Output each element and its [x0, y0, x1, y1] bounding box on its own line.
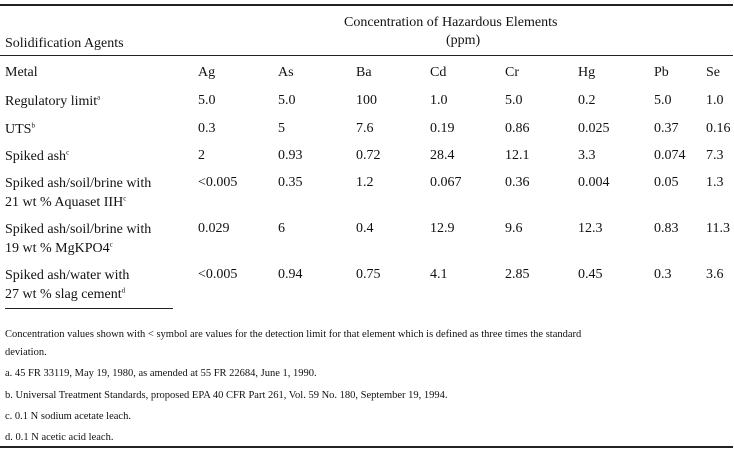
table-cell-as: 5 [278, 121, 285, 136]
table-cell-hg: 0.2 [578, 93, 596, 108]
row-label [5, 120, 35, 139]
table-end-rule [5, 308, 173, 309]
table-cell-se: 1.0 [706, 93, 724, 108]
column-header-pb: Pb [654, 65, 669, 80]
table-cell-hg: 0.45 [578, 267, 603, 282]
table-cell-pb: 0.37 [654, 121, 679, 136]
table-cell-ag: 5.0 [198, 93, 216, 108]
column-header-ba: Ba [356, 65, 372, 80]
footnote-d: d. 0.1 N acetic acid leach. [5, 432, 114, 443]
footnote-marker: c [109, 240, 113, 249]
row-label-line: 19 wt % MgKPO4 [5, 241, 110, 256]
row-label-line: Spiked ash/soil/brine with [5, 222, 152, 237]
table-cell-pb: 0.074 [654, 148, 686, 163]
solidification-agents-heading: Solidification Agents [5, 36, 124, 51]
column-header-hg: Hg [578, 65, 596, 80]
row-label-line: 21 wt % Aquaset IIH [5, 195, 124, 210]
footnote-marker: c [123, 194, 127, 203]
bottom-rule [0, 446, 733, 448]
row-label-line: UTS [5, 122, 32, 137]
row-label-line: Spiked ash [5, 149, 67, 164]
table-cell-ba: 0.4 [356, 221, 374, 236]
footnote-marker: b [31, 121, 35, 130]
table-cell-hg: 0.004 [578, 175, 610, 190]
detection-limit-note: Concentration values shown with < symbol are values for the detection limit for that element which is defined as three times the standard [5, 329, 582, 340]
table-cell-ba: 0.75 [356, 267, 381, 282]
row-label [5, 147, 69, 166]
table-cell-se: 7.3 [706, 148, 724, 163]
row-label [5, 220, 151, 258]
table-cell-se: 3.6 [706, 267, 724, 282]
table-cell-pb: 0.3 [654, 267, 672, 282]
table-cell-ag: 2 [198, 148, 205, 163]
footnote-marker: c [66, 148, 70, 157]
table-cell-cr: 9.6 [505, 221, 523, 236]
table-cell-cr: 0.36 [505, 175, 530, 190]
table-cell-ba: 100 [356, 93, 377, 108]
table-cell-se: 0.16 [706, 121, 731, 136]
table-cell-cd: 12.9 [430, 221, 455, 236]
table-cell-as: 0.93 [278, 148, 303, 163]
table-cell-ba: 7.6 [356, 121, 374, 136]
footnote-marker: a [97, 93, 101, 102]
table-cell-pb: 0.83 [654, 221, 679, 236]
row-label-line: Spiked ash/soil/brine with [5, 176, 152, 191]
table-cell-as: 5.0 [278, 93, 296, 108]
footnote-marker: d [121, 286, 126, 295]
column-header-as: As [278, 65, 294, 80]
table-cell-hg: 0.025 [578, 121, 610, 136]
column-header-se: Se [706, 65, 720, 80]
row-label [5, 174, 151, 212]
row-label-line: Spiked ash/water with [5, 268, 130, 283]
table-cell-cr: 5.0 [505, 93, 523, 108]
table-cell-as: 6 [278, 221, 285, 236]
column-header-cd: Cd [430, 65, 447, 80]
table-cell-as: 0.35 [278, 175, 303, 190]
table-cell-ag: <0.005 [198, 267, 238, 282]
row-label-line: Regulatory limit [5, 94, 98, 109]
table-cell-pb: 0.05 [654, 175, 679, 190]
footnote-a: a. 45 FR 33119, May 19, 1980, as amended at 55 FR 22684, June 1, 1990. [5, 368, 317, 379]
table-cell-ag: 0.3 [198, 121, 216, 136]
table-cell-pb: 5.0 [654, 93, 672, 108]
table-cell-ag: <0.005 [198, 175, 238, 190]
top-rule [0, 4, 733, 6]
concentration-heading: Concentration of Hazardous Elements [344, 15, 558, 30]
table-cell-cr: 2.85 [505, 267, 530, 282]
column-header-cr: Cr [505, 65, 519, 80]
table-cell-cd: 1.0 [430, 93, 448, 108]
table-cell-hg: 12.3 [578, 221, 603, 236]
table-cell-cd: 0.067 [430, 175, 462, 190]
table-cell-hg: 3.3 [578, 148, 596, 163]
footnote-b: b. Universal Treatment Standards, proposed EPA 40 CFR Part 261, Vol. 59 No. 180, September 19, 1994. [5, 390, 448, 401]
table-cell-cd: 28.4 [430, 148, 455, 163]
detection-limit-note-cont: deviation. [5, 347, 47, 358]
row-label [5, 92, 100, 111]
column-header-ag: Ag [198, 65, 216, 80]
units-heading: (ppm) [446, 33, 481, 48]
row-label-line: 27 wt % slag cement [5, 287, 122, 302]
table-cell-se: 1.3 [706, 175, 724, 190]
table-cell-cr: 12.1 [505, 148, 530, 163]
table-cell-cd: 0.19 [430, 121, 455, 136]
footnote-c: c. 0.1 N sodium acetate leach. [5, 411, 131, 422]
row-label [5, 266, 129, 304]
table-cell-cr: 0.86 [505, 121, 530, 136]
table-cell-ba: 0.72 [356, 148, 381, 163]
table-cell-as: 0.94 [278, 267, 303, 282]
table-cell-ag: 0.029 [198, 221, 230, 236]
metal-column-header: Metal [5, 65, 38, 80]
table-cell-cd: 4.1 [430, 267, 448, 282]
header-rule [0, 55, 733, 56]
table-cell-se: 11.3 [706, 221, 730, 236]
table-cell-ba: 1.2 [356, 175, 374, 190]
